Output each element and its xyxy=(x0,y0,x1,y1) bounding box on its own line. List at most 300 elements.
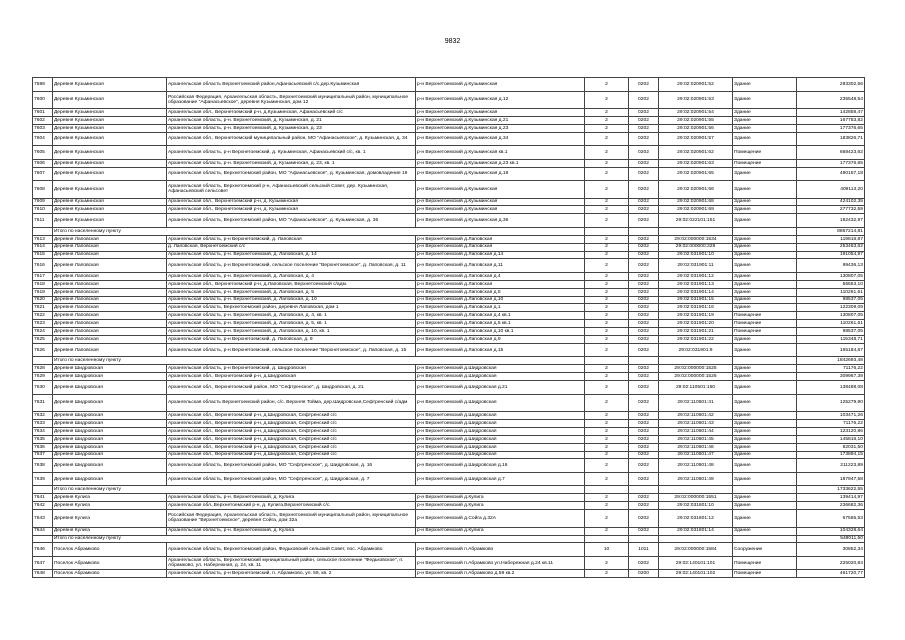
cell-settlement: Деревня Кузьминская xyxy=(53,109,167,117)
cell-number: 7611 xyxy=(33,214,53,228)
cell-object-type: Помещение xyxy=(733,159,797,167)
cell-value: 104328,64 xyxy=(797,527,865,535)
cell-value: 110261,61 xyxy=(797,288,865,296)
cell-value: 98537,05 xyxy=(797,328,865,336)
cell-settlement: Деревня Кулига xyxy=(53,527,167,535)
cell-value: 480157,18 xyxy=(797,167,865,181)
table-row xyxy=(33,109,865,117)
cell-location: р-н Верхнетоемский д.Кузьминская xyxy=(416,109,585,117)
cell-location: р-н Верхнетоемский д.Кузьминская д.21 xyxy=(416,116,585,124)
cell-value: 123120,86 xyxy=(797,427,865,435)
cell-number: 7636 xyxy=(33,443,53,451)
cell-cadastral: 29:02:020901:65 xyxy=(659,167,733,181)
cell-settlement: Деревня Лаповская xyxy=(53,343,167,357)
table-row xyxy=(33,451,865,459)
cell-settlement: Деревня Лаповская xyxy=(53,304,167,312)
cell-location: р-н Верхнетоемский д.Шидровская xyxy=(416,435,585,443)
cell-cadastral: 29:02:020901:54 xyxy=(659,109,733,117)
cell-value: 142858,47 xyxy=(797,109,865,117)
cell-number: 7642 xyxy=(33,502,53,510)
cell-location: р-н Верхнетоемский д.Кузьминская кв.1 xyxy=(416,146,585,160)
cell-settlement: Деревня Кузьминская xyxy=(53,206,167,214)
cell-location: р-н Верхнетоемский д.Кузьминская д.36 xyxy=(416,214,585,228)
cell-empty xyxy=(585,357,629,365)
cell-code-a: 2 xyxy=(585,159,629,167)
table-row xyxy=(33,570,865,578)
cell-location: р-н Верхнетоемский д.Шидровская xyxy=(416,394,585,412)
cell-settlement: Деревня Кузьминская xyxy=(53,159,167,167)
cell-code-a: 2 xyxy=(585,459,629,473)
cell-cadastral: 29:02:031901:10 xyxy=(659,251,733,259)
cell-address: Архангельская обл.,Верхнетоемский р-н, д. Кулига,Верхнетоемский с/с. xyxy=(167,502,416,510)
table-total-row xyxy=(33,227,865,235)
cell-object-type: Здание xyxy=(733,459,797,473)
cell-code-b: 0202 xyxy=(629,91,659,109)
cell-number: 7617 xyxy=(33,272,53,280)
cell-code-a: 2 xyxy=(585,146,629,160)
cell-code-a: 2 xyxy=(585,198,629,206)
cell-cadastral: 29:02:020901:53 xyxy=(659,91,733,109)
cell-value: 125279,90 xyxy=(797,394,865,412)
cell-total-label: Итого по населенному пункту xyxy=(53,486,585,494)
table-row xyxy=(33,146,865,160)
cell-address: Архангельская обл., Верхнетоемский р-н, д.Шидровская, Сефтренский с/с xyxy=(167,412,416,420)
cell-address: Архангельская область, Верхнетоемский район, деревня Лаповская, дом 1 xyxy=(167,304,416,312)
table-row xyxy=(33,494,865,502)
cell-settlement: Деревня Лаповская xyxy=(53,288,167,296)
cell-address: Архангельская область, р-н Верхнетоемский, д. Лаповская xyxy=(167,235,416,243)
cell-address: Архангельская обл., Верхнетоемский р-н, д. Кузьминская xyxy=(167,198,416,206)
cell-location: р-н Верхнетоемский д.Лаповская д.11 xyxy=(416,259,585,273)
cell-settlement: Деревня Лаповская xyxy=(53,243,167,251)
table-row xyxy=(33,443,865,451)
cell-object-type: Здание xyxy=(733,304,797,312)
cell-settlement: Деревня Лаповская xyxy=(53,280,167,288)
cell-empty xyxy=(585,535,629,543)
cell-settlement: Деревня Кузьминская xyxy=(53,181,167,199)
cell-location: р-н Верхнетоемский д.Шидровская xyxy=(416,373,585,381)
cell-object-type: Здание xyxy=(733,91,797,109)
table-row xyxy=(33,78,865,92)
cell-empty xyxy=(33,227,53,235)
cell-settlement: Деревня Кулига xyxy=(53,502,167,510)
cell-value: 103471,26 xyxy=(797,412,865,420)
cell-empty xyxy=(629,227,659,235)
cell-object-type: Здание xyxy=(733,181,797,199)
cell-code-b: 0202 xyxy=(629,132,659,146)
cell-cadastral: 29:02:031901:9 xyxy=(659,343,733,357)
cell-address: Архангельская обл., Верхнетоемский р-н, д.Шидровская, Сефтренский с/с xyxy=(167,443,416,451)
cell-cadastral: 29:02:031801:14 xyxy=(659,527,733,535)
cell-code-b: 0202 xyxy=(629,459,659,473)
cell-settlement: Деревня Кузьминская xyxy=(53,214,167,228)
cell-settlement: Деревня Кузьминская xyxy=(53,167,167,181)
cell-number: 7624 xyxy=(33,328,53,336)
cell-value: 56553,10 xyxy=(797,280,865,288)
cell-cadastral: 29:02:031901:22 xyxy=(659,336,733,344)
cell-number: 7626 xyxy=(33,343,53,357)
cell-number: 7623 xyxy=(33,320,53,328)
cell-value: 71176,22 xyxy=(797,419,865,427)
cell-cadastral: 29:02:031901:16 xyxy=(659,304,733,312)
cell-object-type: Здание xyxy=(733,394,797,412)
cell-empty xyxy=(659,227,733,235)
cell-value: 122309,09 xyxy=(797,304,865,312)
cell-number: 7629 xyxy=(33,373,53,381)
cell-object-type: Здание xyxy=(733,214,797,228)
cell-object-type: Здание xyxy=(733,451,797,459)
table-row xyxy=(33,206,865,214)
cell-code-b: 0202 xyxy=(629,502,659,510)
cell-location: р-н Верхнетоемский д.Шидровская xyxy=(416,443,585,451)
property-table xyxy=(32,77,865,578)
cell-value: 191054,97 xyxy=(797,251,865,259)
cell-object-type: Здание xyxy=(733,259,797,273)
cell-cadastral: 29:02:110501:45 xyxy=(659,435,733,443)
cell-number: 7644 xyxy=(33,527,53,535)
cell-code-b: 0202 xyxy=(629,198,659,206)
cell-object-type: Здание xyxy=(733,132,797,146)
cell-empty xyxy=(629,357,659,365)
cell-cadastral: 29:02:022101:151 xyxy=(659,214,733,228)
cell-code-b: 0202 xyxy=(629,251,659,259)
cell-settlement: Поселок Абрамково xyxy=(53,570,167,578)
cell-settlement: Поселок Абрамково xyxy=(53,556,167,570)
cell-code-a: 2 xyxy=(585,214,629,228)
cell-settlement: Деревня Лаповская xyxy=(53,328,167,336)
cell-code-a: 2 xyxy=(585,116,629,124)
cell-object-type: Сооружение xyxy=(733,543,797,557)
cell-location: р-н Верхнетоемский п.Абрамково д.59 кв.2 xyxy=(416,570,585,578)
cell-address: Российская Федерация, Архангельская область, Верхнетоемский муниципальный район, муниципальное образование "Афанасьевское", деревня Кузьминская, дом 12 xyxy=(167,91,416,109)
cell-location: р-н Верхнетоемский д.Кузьминская xyxy=(416,198,585,206)
cell-address: Архангельская область Верхнетоемский район,Афанасьевский с/с,дер.Кузьминская xyxy=(167,78,416,92)
cell-code-b: 0202 xyxy=(629,412,659,420)
cell-number: 7604 xyxy=(33,132,53,146)
cell-code-a: 2 xyxy=(585,427,629,435)
cell-code-b: 0202 xyxy=(629,365,659,373)
cell-settlement: Деревня Шидровская xyxy=(53,373,167,381)
cell-code-a: 2 xyxy=(585,381,629,395)
cell-cadastral: 29:02:020901:57 xyxy=(659,132,733,146)
cell-empty xyxy=(33,357,53,365)
cell-value: 283302,56 xyxy=(797,78,865,92)
cell-address: Архангельская область, р-н Верхнетоемский, сельское поселение "Верхнетоемское", д. Лаповская, д. 15 xyxy=(167,343,416,357)
cell-number: 7622 xyxy=(33,312,53,320)
cell-code-b: 0202 xyxy=(629,451,659,459)
cell-code-a: 2 xyxy=(585,320,629,328)
table-row xyxy=(33,159,865,167)
table-row xyxy=(33,91,865,109)
cell-number: 7633 xyxy=(33,419,53,427)
cell-object-type: Здание xyxy=(733,272,797,280)
cell-code-b: 0202 xyxy=(629,320,659,328)
cell-empty xyxy=(733,486,797,494)
cell-code-b: 0202 xyxy=(629,336,659,344)
table-row xyxy=(33,320,865,328)
cell-location: р-н Верхнетоемский д.Шидровская д.21 xyxy=(416,381,585,395)
cell-total-label: Итого по населенному пункту xyxy=(53,357,585,365)
cell-empty xyxy=(733,357,797,365)
cell-cadastral: 29:02:020901:55 xyxy=(659,116,733,124)
cell-code-b: 0202 xyxy=(629,116,659,124)
cell-settlement: Деревня Лаповская xyxy=(53,336,167,344)
cell-address: Архангельская область, р-н Верхнетоемский, д. Лаповская, д. 9 xyxy=(167,336,416,344)
cell-cadastral: 29:02:110501:43 xyxy=(659,419,733,427)
cell-location: р-н Верхнетоемский д.Кулига xyxy=(416,502,585,510)
cell-value: 115348,71 xyxy=(797,336,865,344)
table-row xyxy=(33,419,865,427)
cell-address: Архангельская обл., Верхнетоемский район, МО "Сефтренское", д. Шидровская, д. 21 xyxy=(167,381,416,395)
cell-settlement: Деревня Кузьминская xyxy=(53,198,167,206)
table-row xyxy=(33,235,865,243)
cell-number: 7603 xyxy=(33,124,53,132)
cell-code-b: 0202 xyxy=(629,394,659,412)
cell-address: Архангельская обл., Верхнетоемский р-н, д.Шидровская xyxy=(167,373,416,381)
cell-object-type: Помещение xyxy=(733,312,797,320)
cell-object-type: Здание xyxy=(733,109,797,117)
cell-code-b: 0202 xyxy=(629,296,659,304)
cell-value: 225020,84 xyxy=(797,556,865,570)
cell-code-a: 2 xyxy=(585,132,629,146)
table-row xyxy=(33,132,865,146)
cell-total-value: 1842693,48 xyxy=(797,357,865,365)
cell-address: Архангельская область, Верхнетоемский район, МО "Афанасьевское", д. Кузьминская, домовладение 19 xyxy=(167,167,416,181)
cell-cadastral: 29:02:031901:19 xyxy=(659,312,733,320)
cell-code-a: 2 xyxy=(585,502,629,510)
cell-empty xyxy=(33,535,53,543)
cell-code-b: 0202 xyxy=(629,159,659,167)
cell-location: р-н Верхнетоемский д.Лаповская xyxy=(416,243,585,251)
cell-object-type: Здание xyxy=(733,296,797,304)
cell-code-b: 0202 xyxy=(629,373,659,381)
cell-location: р-н Верхнетоемский д.Кузьминская д.23 кв.1 xyxy=(416,159,585,167)
cell-code-a: 10 xyxy=(585,543,629,557)
cell-address: Архангельская область, р-н. Верхнетоемский, д. Лаповская, д. 5, кв. 1 xyxy=(167,320,416,328)
cell-code-a: 2 xyxy=(585,259,629,273)
cell-code-b: 0202 xyxy=(629,312,659,320)
table-row xyxy=(33,394,865,412)
cell-object-type: Здание xyxy=(733,527,797,535)
cell-code-a: 2 xyxy=(585,251,629,259)
cell-code-b: 0202 xyxy=(629,259,659,273)
cell-code-a: 2 xyxy=(585,167,629,181)
cell-value: 236682,36 xyxy=(797,502,865,510)
cell-empty xyxy=(733,535,797,543)
cell-value: 668423,62 xyxy=(797,146,865,160)
cell-code-b: 0202 xyxy=(629,494,659,502)
cell-location: р-н Верхнетоемский д.Шидровская xyxy=(416,419,585,427)
cell-address: Архангельская область, р-н. Верхнетоемский, д. Лаповская, д. 4, кв. 1 xyxy=(167,312,416,320)
cell-code-a: 2 xyxy=(585,336,629,344)
table-row xyxy=(33,116,865,124)
cell-code-b: 0202 xyxy=(629,381,659,395)
cell-settlement: Деревня Кузьминская xyxy=(53,146,167,160)
cell-code-a: 2 xyxy=(585,206,629,214)
cell-cadastral: 29:02:031901:21 xyxy=(659,328,733,336)
cell-number: 7625 xyxy=(33,336,53,344)
cell-settlement: Деревня Шидровская xyxy=(53,394,167,412)
cell-settlement: Деревня Лаповская xyxy=(53,296,167,304)
cell-value: 177376,65 xyxy=(797,124,865,132)
cell-address: Архангельская область, Верхнетоемский район, МО "Сефтренское", д. Шидровская, д. 7 xyxy=(167,472,416,486)
cell-value: 67565,53 xyxy=(797,510,865,528)
cell-number: 7647 xyxy=(33,556,53,570)
cell-empty xyxy=(33,486,53,494)
cell-address: Архангельская область, р-н. Верхнетоемский, д. Лаповская, д. 10 xyxy=(167,296,416,304)
cell-cadastral: 29:02:110501:47 xyxy=(659,451,733,459)
cell-settlement: Деревня Шидровская xyxy=(53,472,167,486)
cell-total-label: Итого по населенному пункту xyxy=(53,227,585,235)
cell-value: 139414,97 xyxy=(797,494,865,502)
cell-settlement: Деревня Лаповская xyxy=(53,251,167,259)
cell-number: 7637 xyxy=(33,451,53,459)
table-row xyxy=(33,343,865,357)
cell-code-b: 0202 xyxy=(629,304,659,312)
table-row xyxy=(33,373,865,381)
cell-address: Архангельская обл., Верхнетоемский р-н, д.Кузьминская, Афанасьевский с/с xyxy=(167,109,416,117)
cell-code-a: 2 xyxy=(585,373,629,381)
cell-empty xyxy=(659,535,733,543)
cell-cadastral: 29:02:110501:46 xyxy=(659,443,733,451)
table-row xyxy=(33,312,865,320)
cell-settlement: Деревня Кузьминская xyxy=(53,116,167,124)
cell-code-a: 2 xyxy=(585,124,629,132)
cell-object-type: Здание xyxy=(733,251,797,259)
cell-location: р-н Верхнетоемский д.Лаповская д.5 кв.1 xyxy=(416,320,585,328)
cell-value: 183826,71 xyxy=(797,132,865,146)
cell-number: 7613 xyxy=(33,235,53,243)
cell-settlement: Деревня Шидровская xyxy=(53,443,167,451)
cell-location: р-н Верхнетоемский д.Кузьминская xyxy=(416,78,585,92)
cell-location: р-н Верхнетоемский д.Лаповская д.4 xyxy=(416,272,585,280)
cell-number: 7621 xyxy=(33,304,53,312)
cell-location: р-н Верхнетоемский д.Шидровская д.16 xyxy=(416,459,585,473)
cell-address: Архангельская обл., Верхнетоемский р-н, д.Шидровская, Сефтренский с/с xyxy=(167,419,416,427)
cell-settlement: Деревня Шидровская xyxy=(53,381,167,395)
table-row xyxy=(33,381,865,395)
cell-number: 7619 xyxy=(33,288,53,296)
cell-code-a: 2 xyxy=(585,304,629,312)
cell-value: 167753,82 xyxy=(797,116,865,124)
cell-settlement: Деревня Лаповская xyxy=(53,312,167,320)
cell-code-b: 0202 xyxy=(629,109,659,117)
cell-address: Архангельская область, р-н. Верхнетоемский, д. Лаповская, д. 5 xyxy=(167,288,416,296)
cell-location: р-н Верхнетоемский д.Лаповская д.1 xyxy=(416,304,585,312)
cell-cadastral: 29:02:020901:68 xyxy=(659,198,733,206)
table-total-row xyxy=(33,357,865,365)
cell-code-a: 2 xyxy=(585,527,629,535)
cell-location: р-н Верхнетоемский д.Шидровская xyxy=(416,427,585,435)
cell-number: 7618 xyxy=(33,280,53,288)
table-row xyxy=(33,459,865,473)
cell-cadastral: 29:02:110501:44 xyxy=(659,427,733,435)
cell-address: Архангельская область, р-н Верхнетоемский, д. Шидровская xyxy=(167,365,416,373)
cell-number: 7610 xyxy=(33,206,53,214)
cell-number: 7641 xyxy=(33,494,53,502)
cell-empty xyxy=(629,535,659,543)
cell-location: р-н Верхнетоемский д.Шидровская xyxy=(416,412,585,420)
cell-code-b: 0202 xyxy=(629,78,659,92)
table-row xyxy=(33,124,865,132)
table-row xyxy=(33,427,865,435)
table-total-row xyxy=(33,535,865,543)
cell-location: р-н Верхнетоемский п.Абрамково ул.Набережная д.24 кв.11 xyxy=(416,556,585,570)
cell-location: р-н Верхнетоемский д.Кузьминская д.12 xyxy=(416,91,585,109)
cell-code-a: 2 xyxy=(585,556,629,570)
cell-object-type: Здание xyxy=(733,419,797,427)
cell-value: 211223,89 xyxy=(797,459,865,473)
cell-code-b: 0202 xyxy=(629,214,659,228)
cell-object-type: Здание xyxy=(733,288,797,296)
cell-value: 138488,08 xyxy=(797,381,865,395)
cell-location: р-н Верхнетоемский д.Лаповская д.5 xyxy=(416,288,585,296)
table-row xyxy=(33,296,865,304)
table-row xyxy=(33,543,865,557)
cell-location: р-н Верхнетоемский д.Кузьминская xyxy=(416,206,585,214)
cell-location: р-н Верхнетоемский д.Шидровская xyxy=(416,365,585,373)
cell-code-b: 0202 xyxy=(629,181,659,199)
cell-code-a: 2 xyxy=(585,109,629,117)
cell-number: 7599 xyxy=(33,78,53,92)
cell-address: Архангельская область Верхнетоемский район, с/с. Верхняя Тойма, дер.Шидровская,Сефтренский с/адм xyxy=(167,394,416,412)
cell-object-type: Здание xyxy=(733,206,797,214)
cell-total-label: Итого по населенному пункту xyxy=(53,535,585,543)
cell-cadastral: 29:02:140101:101 xyxy=(659,556,733,570)
cell-code-b: 0202 xyxy=(629,235,659,243)
cell-number: 7616 xyxy=(33,259,53,273)
cell-value: 409113,20 xyxy=(797,181,865,199)
table-row xyxy=(33,259,865,273)
cell-location: р-н Верхнетоемский д.Лаповская д.15 xyxy=(416,343,585,357)
cell-number: 7606 xyxy=(33,159,53,167)
cell-settlement: Деревня Кулига xyxy=(53,510,167,528)
cell-address: Архангельская обл., Верхнетоемский р-н, д.Лаповская, Верхнетоемский с/адм. xyxy=(167,280,416,288)
cell-value: 130807,05 xyxy=(797,312,865,320)
cell-address: Российская Федерация, Архангельская область, Верхнетоемский муниципальный район, муниципальное образование "Верхнетоемское", деревня Сойга, дом 32а xyxy=(167,510,416,528)
cell-value: 173894,15 xyxy=(797,451,865,459)
cell-location: р-н Верхнетоемский д.Кузьминская д.34 xyxy=(416,132,585,146)
cell-location: р-н Верхнетоемский д.Кузьминская xyxy=(416,181,585,199)
cell-code-a: 2 xyxy=(585,312,629,320)
cell-code-a: 2 xyxy=(585,243,629,251)
cell-code-a: 2 xyxy=(585,288,629,296)
cell-location: р-н Верхнетоемский д.Лаповская д.9 xyxy=(416,336,585,344)
cell-settlement: Деревня Лаповская xyxy=(53,272,167,280)
cell-cadastral: 29:02:031901:15 xyxy=(659,296,733,304)
cell-address: Архангельская область, р-н. Верхнетоемский, д. Лаповская, д. 4 xyxy=(167,272,416,280)
cell-object-type: Здание xyxy=(733,343,797,357)
cell-code-b: 1011 xyxy=(629,543,659,557)
cell-number: 7609 xyxy=(33,198,53,206)
cell-code-b: 0202 xyxy=(629,243,659,251)
cell-object-type: Здание xyxy=(733,427,797,435)
cell-total-value: 1733622,55 xyxy=(797,486,865,494)
cell-address: Архангельская область, р-н Верхнетоемский, п. Абрамково, ул. 59, кв. 2 xyxy=(167,570,416,578)
cell-code-b: 0202 xyxy=(629,427,659,435)
cell-cadastral: 29:02:031801:10 xyxy=(659,502,733,510)
cell-number: 7635 xyxy=(33,435,53,443)
table-row xyxy=(33,365,865,373)
cell-object-type: Здание xyxy=(733,412,797,420)
cell-code-b: 0202 xyxy=(629,146,659,160)
cell-cadastral: 29:02:000000:1584 xyxy=(659,543,733,557)
cell-address: Архангельская обл., Верхнетоемский муниципальный район, МО "Афанасьевское", д. Кузьминская, д. 34 xyxy=(167,132,416,146)
cell-object-type: Здание xyxy=(733,443,797,451)
cell-object-type: Здание xyxy=(733,124,797,132)
cell-object-type: Здание xyxy=(733,280,797,288)
cell-code-a: 2 xyxy=(585,343,629,357)
